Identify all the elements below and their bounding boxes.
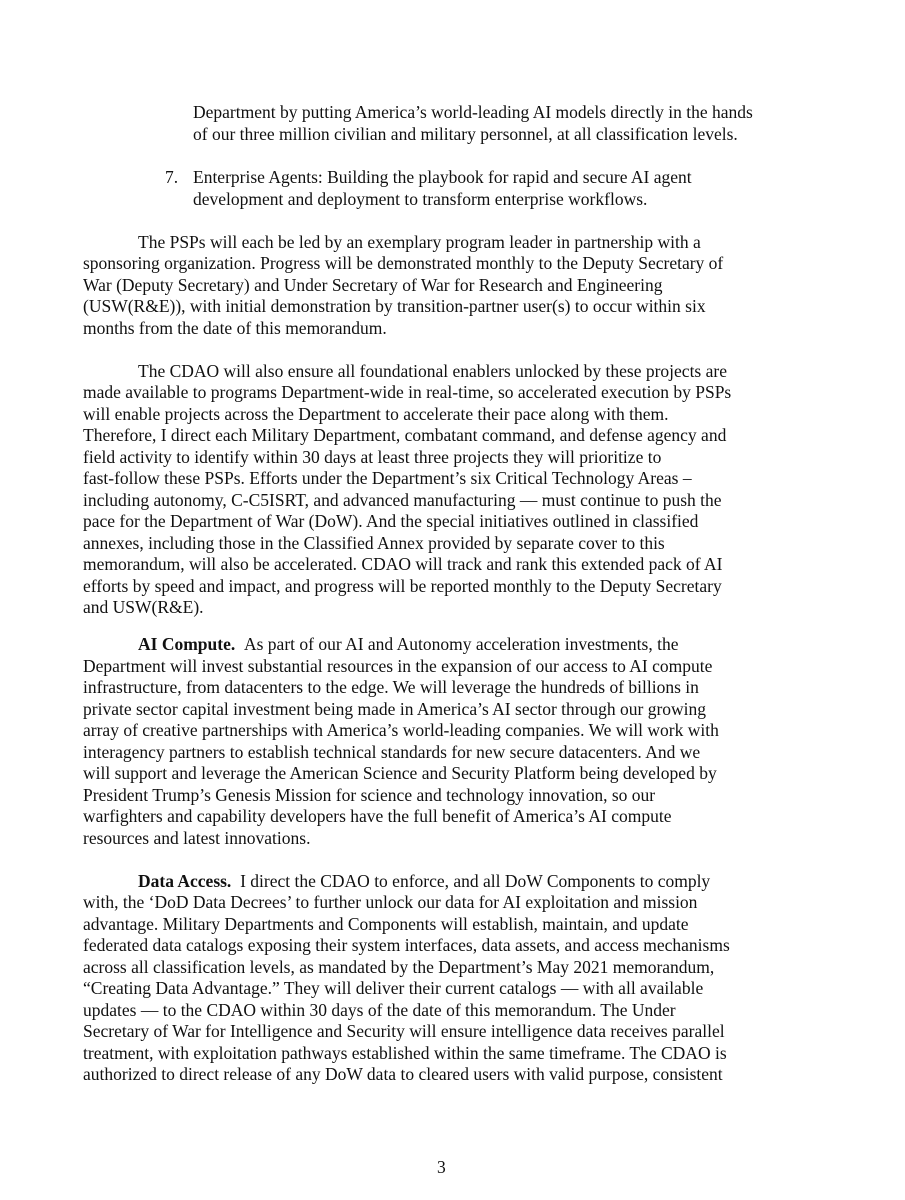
text-span: As part of our AI and Autonomy acceleration investments, the (243, 634, 679, 654)
text-line: array of creative partnerships with America’s world-leading companies. We will work with (83, 720, 719, 740)
text-line: interagency partners to establish technical standards for new secure datacenters. And we (83, 742, 701, 762)
text-line: of our three million civilian and military personnel, at all classification levels. (193, 124, 738, 144)
text-line: Enterprise Agents: Building the playbook for rapid and secure AI agent (193, 167, 692, 187)
text-line: development and deployment to transform enterprise workflows. (193, 189, 648, 209)
text-line: fast-follow these PSPs. Efforts under the Department’s six Critical Technology Areas – (83, 468, 692, 488)
text-line: will support and leverage the American Science and Security Platform being developed by (83, 763, 717, 783)
text-span: I direct the CDAO to enforce, and all DoW Components to comply (240, 871, 711, 891)
text-line: annexes, including those in the Classified Annex provided by separate cover to this (83, 533, 665, 553)
text-line: across all classification levels, as mandated by the Department’s May 2021 memorandum, (83, 957, 715, 977)
text-line: President Trump’s Genesis Mission for science and technology innovation, so our (83, 785, 656, 805)
list-number: 7. (165, 167, 179, 187)
text-line: months from the date of this memorandum. (83, 318, 387, 338)
text-line: resources and latest innovations. (83, 828, 311, 848)
text-line: warfighters and capability developers have the full benefit of America’s AI compute (83, 806, 672, 826)
text-line: pace for the Department of War (DoW). And the special initiatives outlined in classified (83, 511, 699, 531)
page-number: 3 (437, 1157, 446, 1177)
text-line: authorized to direct release of any DoW data to cleared users with valid purpose, consistent (83, 1064, 723, 1084)
text-line: War (Deputy Secretary) and Under Secretary of War for Research and Engineering (83, 275, 663, 295)
text-line: advantage. Military Departments and Components will establish, maintain, and update (83, 914, 689, 934)
text-line: memorandum, will also be accelerated. CDAO will track and rank this extended pack of AI (83, 554, 723, 574)
text-line: The PSPs will each be led by an exemplary program leader in partnership with a (138, 232, 701, 252)
text-line: “Creating Data Advantage.” They will deliver their current catalogs — with all available (83, 978, 704, 998)
text-line: Department by putting America’s world-leading AI models directly in the hands (193, 102, 753, 122)
para-first-line (138, 871, 710, 893)
text-line: Secretary of War for Intelligence and Security will ensure intelligence data receives parallel (83, 1021, 725, 1041)
text-line: updates — to the CDAO within 30 days of the date of this memorandum. The Under (83, 1000, 676, 1020)
text-line: sponsoring organization. Progress will be demonstrated monthly to the Deputy Secretary of (83, 253, 724, 273)
section-heading-ai-compute: AI Compute. (138, 634, 236, 654)
text-line: will enable projects across the Department to accelerate their pace along with them. (83, 404, 669, 424)
text-line: with, the ‘DoD Data Decrees’ to further unlock our data for AI exploitation and mission (83, 892, 698, 912)
text-line: Therefore, I direct each Military Department, combatant command, and defense agency and (83, 425, 727, 445)
text-line: field activity to identify within 30 days at least three projects they will prioritize to (83, 447, 662, 467)
text-line: treatment, with exploitation pathways established within the same timeframe. The CDAO is (83, 1043, 727, 1063)
text-line: infrastructure, from datacenters to the edge. We will leverage the hundreds of billions in (83, 677, 699, 697)
text-line: (USW(R&E)), with initial demonstration by transition-partner user(s) to occur within six (83, 296, 706, 316)
text-line: private sector capital investment being made in America’s AI sector through our growing (83, 699, 707, 719)
text-line: including autonomy, C-C5ISRT, and advanced manufacturing — must continue to push the (83, 490, 722, 510)
text-line: made available to programs Department-wide in real-time, so accelerated execution by PSPs (83, 382, 732, 402)
text-line: Department will invest substantial resources in the expansion of our access to AI compute (83, 656, 713, 676)
para-first-line (138, 634, 678, 656)
text-line: federated data catalogs exposing their system interfaces, data assets, and access mechanisms (83, 935, 730, 955)
text-line: The CDAO will also ensure all foundational enablers unlocked by these projects are (138, 361, 727, 381)
text-line: and USW(R&E). (83, 597, 204, 617)
text-line: efforts by speed and impact, and progress will be reported monthly to the Deputy Secretary (83, 576, 722, 596)
section-heading-data-access: Data Access. (138, 871, 232, 891)
